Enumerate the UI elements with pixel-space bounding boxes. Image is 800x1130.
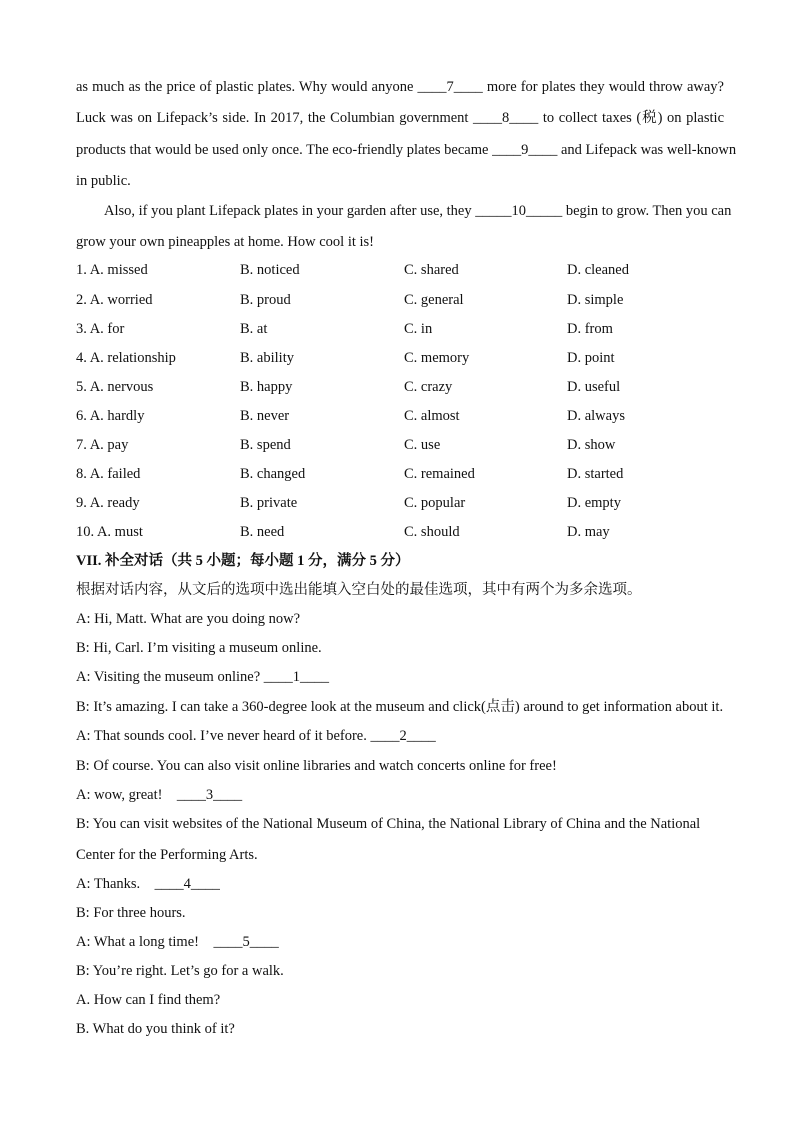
option-c: C. shared [404,262,459,278]
choice-item: B. What do you think of it? [76,1021,235,1037]
option-c: C. crazy [404,379,453,395]
option-row-4 [76,348,724,368]
dialogue-line: B: For three hours. [76,905,186,921]
option-row-5 [76,377,724,397]
dialogue-line: A: What a long time! ____5____ [76,934,279,950]
option-c: C. popular [404,495,466,511]
option-b: B. need [240,524,285,540]
passage-line-6: grow your own pineapples at home. How cool it is! [76,234,375,250]
option-d: D. simple [567,292,624,308]
option-b: B. never [240,408,290,424]
option-row-2 [76,290,724,310]
passage-line-5: Also, if you plant Lifepack plates in your garden after use, they _____10_____ begin to grow. Then you can [104,203,732,219]
passage-line-2: Luck was on Lifepack’s side. In 2017, the Columbian government ____8____ to collect taxes (税) on plastic [76,110,724,126]
option-c: C. should [404,524,460,540]
option-d: D. started [567,466,624,482]
option-d: D. always [567,408,625,424]
dialogue-line: B: It’s amazing. I can take a 360-degree look at the museum and click(点击) around to get information about it. [76,699,724,715]
option-a: 10. A. must [76,524,143,540]
dialogue-line: B: Hi, Carl. I’m visiting a museum online. [76,640,322,656]
option-row-10 [76,522,724,542]
passage-line-3: products that would be used only once. The eco-friendly plates became ____9____ and Lifepack was well-known [76,142,737,158]
option-d: D. empty [567,495,621,511]
section-instruction: 根据对话内容，从文后的选项中选出能填入空白处的最佳选项，其中有两个为多余选项。 [76,582,642,598]
dialogue-line: A: wow, great! ____3____ [76,787,243,803]
option-d: D. point [567,350,615,366]
option-row-7 [76,435,724,455]
choice-item: A. How can I find them? [76,992,221,1008]
option-d: D. useful [567,379,621,395]
option-a: 1. A. missed [76,262,148,278]
section-title: VII. 补全对话（共 5 小题；每小题 1 分，满分 5 分） [76,553,410,569]
option-d: D. may [567,524,610,540]
dialogue-line: B: You’re right. Let’s go for a walk. [76,963,284,979]
option-a: 3. A. for [76,321,125,337]
option-row-1 [76,260,724,280]
option-d: D. cleaned [567,262,629,278]
option-c: C. remained [404,466,475,482]
option-b: B. private [240,495,298,511]
dialogue-line: B: Of course. You can also visit online libraries and watch concerts online for free! [76,758,557,774]
option-a: 4. A. relationship [76,350,176,366]
dialogue-line: A: Hi, Matt. What are you doing now? [76,611,301,627]
option-a: 8. A. failed [76,466,141,482]
option-b: B. at [240,321,268,337]
option-b: B. noticed [240,262,300,278]
option-a: 9. A. ready [76,495,140,511]
option-d: D. show [567,437,616,453]
dialogue-line: A: Visiting the museum online? ____1____ [76,669,329,685]
passage-line-4: in public. [76,173,131,189]
passage-line-1: as much as the price of plastic plates. Why would anyone ____7____ more for plates they would throw away? [76,79,724,95]
dialogue-line: A: That sounds cool. I’ve never heard of it before. ____2____ [76,728,436,744]
dialogue-line: A: Thanks. ____4____ [76,876,220,892]
option-row-9 [76,493,724,513]
option-c: C. memory [404,350,470,366]
option-c: C. use [404,437,441,453]
option-c: C. general [404,292,464,308]
option-row-6 [76,406,724,426]
dialogue-line: Center for the Performing Arts. [76,847,258,863]
dialogue-line: B: You can visit websites of the National Museum of China, the National Library of China and the National [76,816,701,832]
option-row-3 [76,319,724,339]
option-a: 5. A. nervous [76,379,154,395]
option-b: B. proud [240,292,291,308]
option-c: C. in [404,321,433,337]
option-a: 7. A. pay [76,437,129,453]
option-b: B. happy [240,379,293,395]
option-d: D. from [567,321,613,337]
option-b: B. ability [240,350,294,366]
option-b: B. changed [240,466,306,482]
option-b: B. spend [240,437,291,453]
option-a: 6. A. hardly [76,408,145,424]
option-row-8 [76,464,724,484]
option-a: 2. A. worried [76,292,153,308]
option-c: C. almost [404,408,460,424]
